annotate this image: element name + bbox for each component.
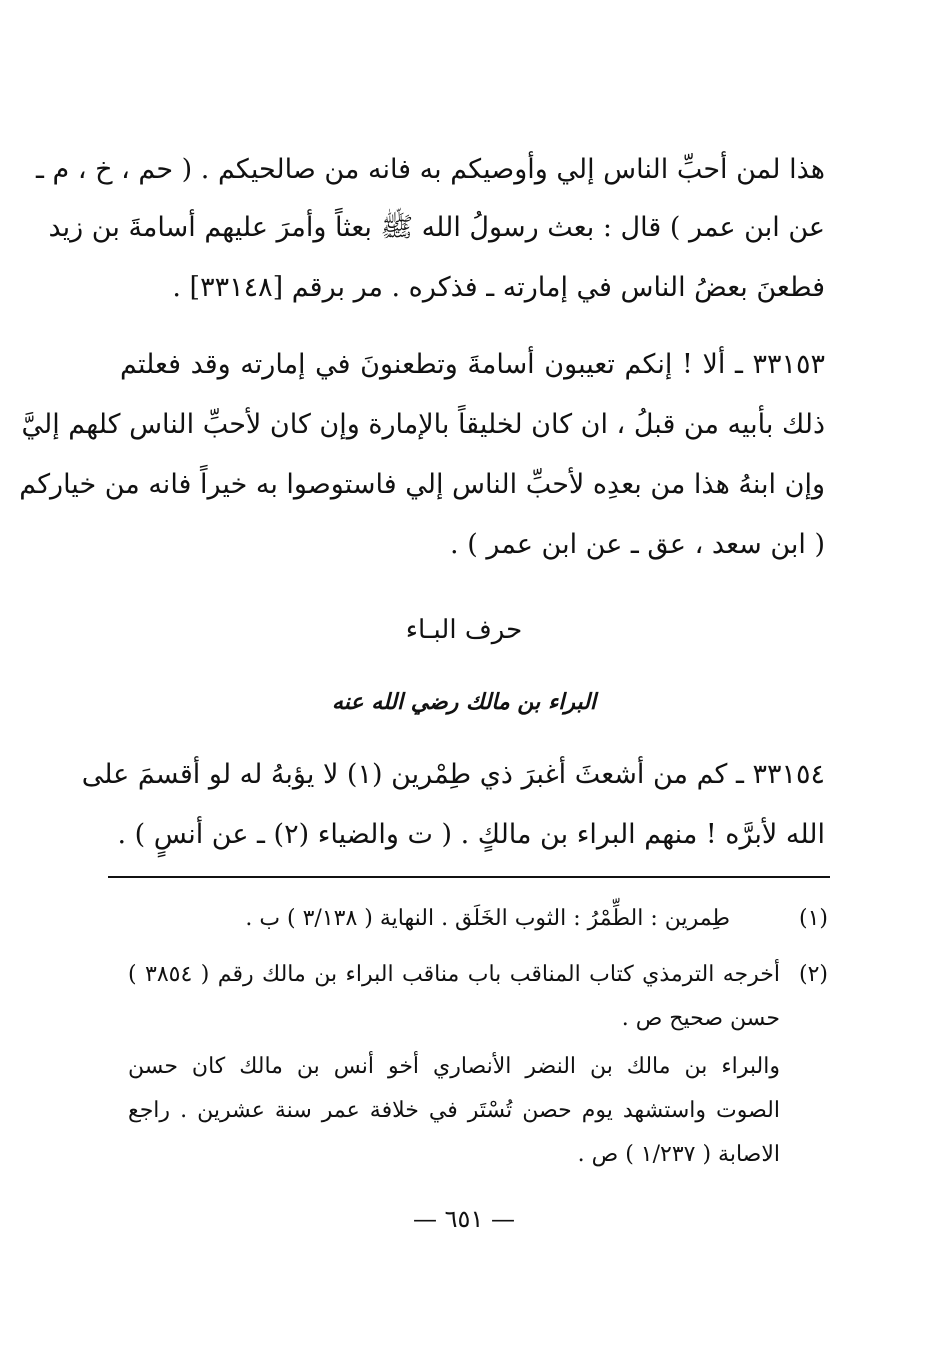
page-number: — ٦٥١ — — [413, 1205, 515, 1233]
body-line: فطعنَ بعضُ الناس في إمارته ـ فذكره . مر برقم [٣٣١٤٨] . — [172, 272, 825, 303]
hadith-33154-line: الله لأبرَّه ! منهم البراء بن مالكٍ . ( ت والضياء (٢) ـ عن أنسٍ ) . — [117, 819, 825, 850]
footnote-2-note-line: الصوت واستشهد يوم حصن تُسْتَر في خلافة عمر سنة عشرين . راجع — [128, 1098, 780, 1123]
footnote-1-number: (١) — [798, 906, 828, 931]
hadith-33153-line: ذلك بأبيه من قبلُ ، ان كان لخليقاً بالإمارة وإن كان لأحبِّ الناس كلهم إليَّ — [21, 409, 825, 440]
section-heading: حرف البـاء — [405, 615, 523, 645]
hadith-33153-line: ٣٣١٥٣ ـ ألا ! إنكم تعيبون أسامةَ وتطعنونَ في إمارته وقد فعلتم — [120, 349, 825, 380]
footnote-2-note-line: والبراء بن مالك بن النضر الأنصاري أخو أنس بن مالك كان حسن — [128, 1054, 780, 1079]
body-line: عن ابن عمر ) قال : بعث رسولُ الله ﷺ بعثاً وأمرَ عليهم أسامةَ بن زيد — [48, 212, 825, 243]
footnote-2-number: (٢) — [798, 962, 828, 987]
hadith-33153-line: وإن ابنهُ هذا من بعدِه لأحبِّ الناس إلي فاستوصوا به خيراً فانه من خياركم — [19, 469, 825, 500]
hadith-33154-line: ٣٣١٥٤ ـ كم من أشعثَ أغبرَ ذي طِمْرين (١) لا يؤبهُ له لو أقسمَ على — [81, 759, 825, 790]
section-subheading: البراء بن مالك رضي الله عنه — [331, 689, 597, 715]
footnote-1-text: طِمرين : الطِّمْرُ : الثوب الخَلَق . النهاية ( ٣/١٣٨ ) ب . — [245, 906, 730, 931]
footnote-separator — [108, 876, 830, 878]
footnote-2-note-line: الاصابة ( ١/٢٣٧ ) ص . — [577, 1142, 780, 1167]
footnote-2-line: أخرجه الترمذي كتاب المناقب باب مناقب البراء بن مالك رقم ( ٣٨٥٤ ) — [128, 962, 781, 987]
hadith-33153-source: ( ابن سعد ، عق ـ عن ابن عمر ) . — [450, 529, 825, 560]
footnote-2-line: حسن صحيح ص . — [621, 1006, 780, 1031]
body-line: هذا لمن أحبِّ الناس إلي وأوصيكم به فانه من صالحيكم . ( حم ، خ ، م ـ — [36, 154, 825, 185]
